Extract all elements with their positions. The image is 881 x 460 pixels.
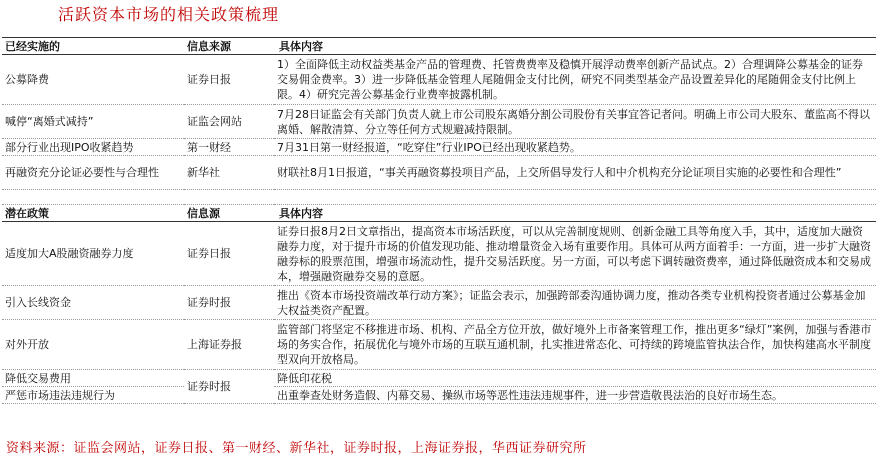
row-content: 7月31日第一财经报道，“吃穿住”行业IPO已经出现收紧趋势。 [274, 139, 876, 156]
policy-table [2, 38, 876, 404]
table-row [2, 387, 876, 404]
spacer-row [2, 190, 876, 205]
row-source: 证券日报 [184, 55, 274, 105]
column-header-item: 已经实施的 [2, 38, 184, 55]
column-header-source: 信息源 [184, 205, 274, 222]
row-content: 1）全面降低主动权益类基金产品的管理费、托管费费率及稳慎开展浮动费率创新产品试点。2）合理调降公募基金的证券交易佣金费率。3）进一步降低基金管理人尾随佣金支付比例，研究不同类型基金产品设置差异化的尾随佣金支付比例上限。4）研究完善公募基金行业费率披露机制。 [274, 55, 876, 105]
row-content: 降低印花税 [274, 370, 876, 387]
row-source: 上海证券报 [184, 320, 274, 370]
spacer-cell [184, 190, 274, 205]
row-item: 严惩市场违法违规行为 [2, 387, 184, 404]
row-source: 证监会网站 [184, 105, 274, 139]
row-item: 公募降费 [2, 55, 184, 105]
row-content: 7月28日证监会有关部门负责人就上市公司股东离婚分割公司股份有关事宜答记者问。明确上市公司大股东、董监高不得以离婚、解散清算、分立等任何方式规避减持限制。 [274, 105, 876, 139]
potential-header-row [2, 205, 876, 222]
table-row [2, 222, 876, 286]
row-content: 出重拳查处财务造假、内幕交易、操纵市场等恶性违法违规事件，进一步营造敬畏法治的良好市场生态。 [274, 387, 876, 404]
page-title: 活跃资本市场的相关政策梳理 [58, 5, 280, 24]
row-item: 对外开放 [2, 320, 184, 370]
table-row [2, 55, 876, 105]
row-item: 喊停“离婚式减持” [2, 105, 184, 139]
row-item: 再融资充分论证必要性与合理性 [2, 156, 184, 190]
row-source: 新华社 [184, 156, 274, 190]
table-row [2, 156, 876, 190]
implemented-header-row [2, 38, 876, 55]
row-source: 证券时报 [184, 286, 274, 320]
row-item: 降低交易费用 [2, 370, 184, 387]
row-source: 证券日报 [184, 222, 274, 286]
table-row [2, 370, 876, 387]
row-content: 证券日报8月2日文章指出，提高资本市场活跃度，可以从完善制度规则、创新金融工具等角度入手，其中，适度加大融资融券力度，对于提升市场的价值发现功能、推动增量资金入场有重要作用。具体可从两方面着手：一方面，进一步扩大融资融券标的股票范围，增强市场流动性，提升交易活跃度。另一方面，可以考虑下调转融资费率，通过降低融资成本和交易成本，增强融资融券交易的意愿。 [274, 222, 876, 286]
column-header-source: 信息来源 [184, 38, 274, 55]
source-note: 资料来源：证监会网站，证券日报、第一财经、新华社，证券时报，上海证券报，华西证券研究所 [6, 441, 587, 456]
row-item: 部分行业出现IPO收紧趋势 [2, 139, 184, 156]
column-header-item: 潜在政策 [2, 205, 184, 222]
row-source: 第一财经 [184, 139, 274, 156]
table-row [2, 139, 876, 156]
table-row [2, 286, 876, 320]
column-header-content: 具体内容 [274, 38, 876, 55]
column-header-content: 具体内容 [274, 205, 876, 222]
row-item: 适度加大A股融资融券力度 [2, 222, 184, 286]
spacer-cell [274, 190, 876, 205]
row-content: 监管部门将坚定不移推进市场、机构、产品全方位开放，做好境外上市备案管理工作，推出更多“绿灯”案例，加强与香港市场的务实合作，拓展优化与境外市场的互联互通机制，扎实推进常态化、可持续的跨境监管执法合作，加快构建高水平制度型双向开放格局。 [274, 320, 876, 370]
table-row [2, 105, 876, 139]
table-row [2, 320, 876, 370]
row-content: 推出《资本市场投资端改革行动方案》；证监会表示，加强跨部委沟通协调力度，推动各类专业机构投资者通过公募基金加大权益类资产配置。 [274, 286, 876, 320]
row-content: 财联社8月1日报道，“事关再融资募投项目产品，上交所倡导发行人和中介机构充分论证项目实施的必要性和合理性” [274, 156, 876, 190]
row-source: 证券时报 [184, 370, 274, 404]
row-item: 引入长线资金 [2, 286, 184, 320]
spacer-cell [2, 190, 184, 205]
